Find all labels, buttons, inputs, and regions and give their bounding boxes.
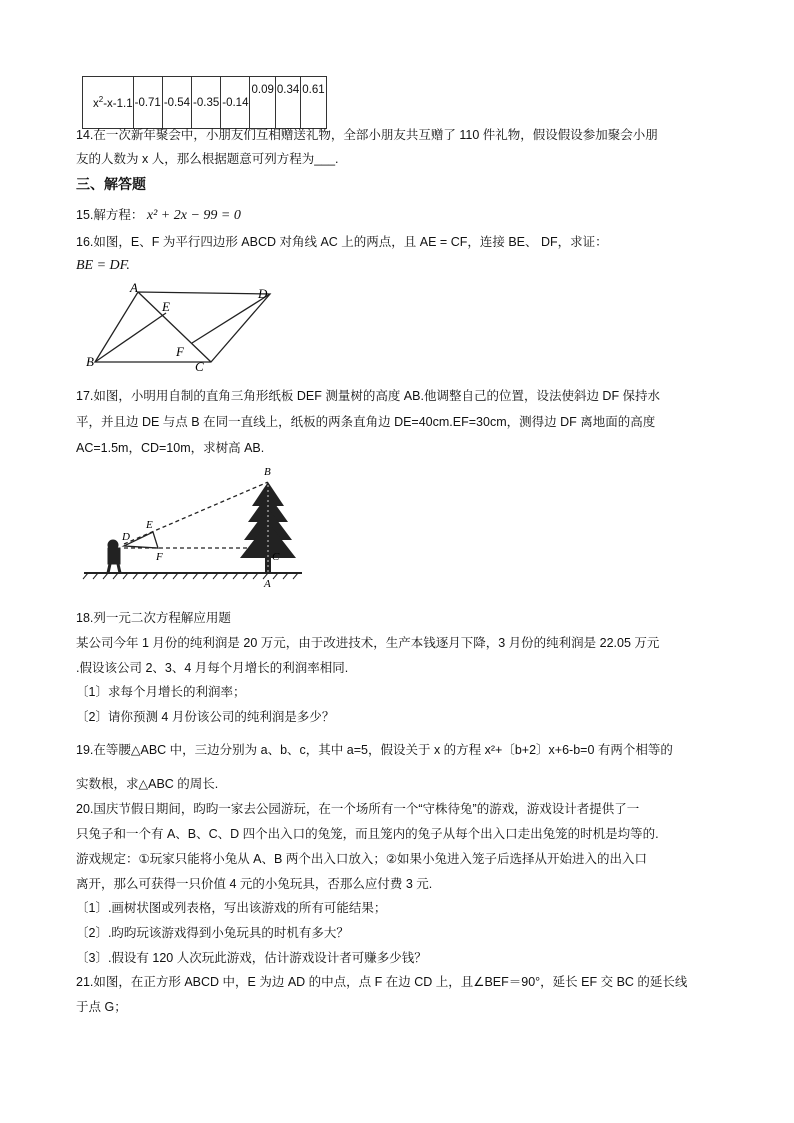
- q18-title: 18.列一元二次方程解应用题: [76, 611, 231, 625]
- q19-line1: 19.在等腰△ABC 中，三边分别为 a、b、c，其中 a=5，假设关于 x 的方程 x²+〔b+2〕x+6-b=0 有两个相等的: [76, 743, 673, 757]
- label-B: B: [86, 354, 94, 369]
- label-D: D: [258, 286, 268, 301]
- table-cell: -0.71: [133, 77, 162, 129]
- table-cell: -0.54: [162, 77, 191, 129]
- q15-equation: x² + 2x − 99 = 0: [146, 208, 241, 223]
- q15-prefix: 15.解方程：: [76, 208, 144, 222]
- label-A: A: [130, 280, 138, 295]
- q14-line2: 友的人数为 x 人，那么根据题意可列方程为___.: [76, 152, 339, 166]
- q17-line2: 平，并且边 DE 与点 B 在同一直线上，纸板的两条直角边 DE=40cm.EF=30cm，测得边 DF 离地面的高度: [76, 415, 656, 429]
- q17-line3: AC=1.5m，CD=10m，求树高 AB.: [76, 441, 265, 455]
- q15: [76, 207, 241, 224]
- q20-line2: 只兔子和一个有 A、B、C、D 四个出入口的兔笼，而且笼内的兔子从每个出入口走出兔笼的时机是均等的.: [76, 827, 659, 841]
- table-row: [83, 77, 327, 129]
- label-B: B: [264, 466, 271, 478]
- q18-line2: .假设该公司 2、3、4 月每个月增长的利润率相同.: [76, 661, 349, 675]
- q16-line1: 16.如图，E、F 为平行四边形 ABCD 对角线 AC 上的两点，且 AE = CF，连接 BE、 DF，求证：: [76, 235, 608, 249]
- section-heading: 三、解答题: [76, 176, 146, 192]
- q20-line3: 游戏规定：①玩家只能将小兔从 A、B 两个出入口放入；②如果小兔进入笼子后选择从开始进入的出入口: [76, 852, 648, 866]
- q20-line1: 20.国庆节假日期间，昀昀一家去公园游玩，在一个场所有一个“守株待兔”的游戏，游戏设计者提供了一: [76, 802, 640, 816]
- q19-line2: 实数根，求△ABC 的周长.: [76, 777, 219, 791]
- table-cell: 0.61: [301, 77, 326, 129]
- q21-line2: 于点 G；: [76, 1000, 127, 1014]
- table-cell: -0.14: [221, 77, 250, 129]
- table-cell: 0.34: [275, 77, 300, 129]
- q18-line1: 某公司今年 1 月份的纯利润是 20 万元，由于改进技术，生产本钱逐月下降，3 月份的纯利润是 22.05 万元: [76, 636, 660, 650]
- label-A: A: [264, 578, 271, 588]
- q17-line1: 17.如图，小明用自制的直角三角形纸板 DEF 测量树的高度 AB.他调整自己的位置，设法使斜边 DF 保持水: [76, 389, 661, 403]
- q20-sub3: 〔3〕.假设有 120 人次玩此游戏，估计游戏设计者可赚多少钱？: [76, 951, 427, 965]
- label-F: F: [156, 551, 163, 563]
- q20-sub2: 〔2〕.昀昀玩该游戏得到小兔玩具的时机有多大？: [76, 926, 349, 940]
- q20-line4: 离开，那么可获得一只价值 4 元的小兔玩具，否那么应付费 3 元.: [76, 877, 433, 891]
- label-D: D: [122, 531, 130, 543]
- value-table: [82, 76, 327, 129]
- table-cell: 0.09: [250, 77, 275, 129]
- q18-sub2: 〔2〕请你预测 4 月份该公司的纯利润是多少？: [76, 710, 335, 724]
- table-row-label: $x^2-x-1.1$: [83, 77, 134, 129]
- tree-measurement-figure: [80, 460, 310, 588]
- q21-line1: 21.如图，在正方形 ABCD 中，E 为边 AD 的中点，点 F 在边 CD 上，且∠BEF＝90°，延长 EF 交 BC 的延长线: [76, 975, 688, 989]
- q18-sub1: 〔1〕求每个月增长的利润率；: [76, 685, 246, 699]
- q14-line1: 14.在一次新年聚会中，小朋友们互相赠送礼物，全部小朋友共互赠了 110 件礼物，假设假设参加聚会小朋: [76, 128, 658, 142]
- label-E: E: [162, 299, 170, 314]
- q20-sub1: 〔1〕.画树状图或列表格，写出该游戏的所有可能结果；: [76, 901, 387, 915]
- label-C: C: [272, 551, 280, 563]
- table-cell: -0.35: [192, 77, 221, 129]
- parallelogram-figure: [80, 280, 280, 372]
- q16-line2: BE = DF.: [76, 258, 130, 273]
- label-C: C: [195, 359, 204, 372]
- label-F: F: [176, 344, 184, 359]
- label-E: E: [146, 519, 153, 531]
